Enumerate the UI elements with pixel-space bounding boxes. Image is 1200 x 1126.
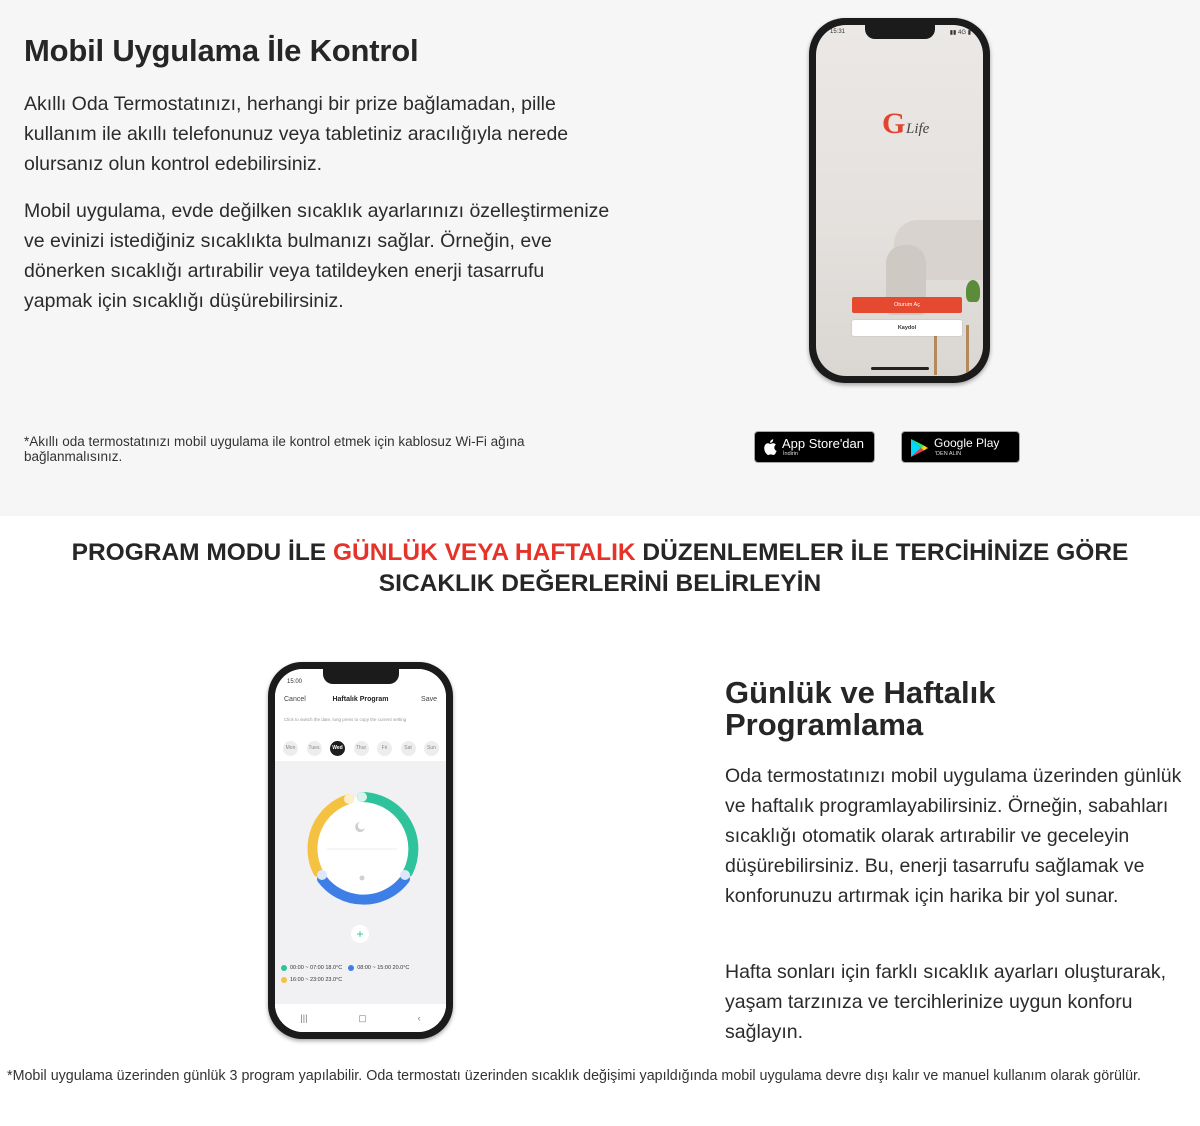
scheduling-paragraph-2: Hafta sonları için farklı sıcaklık ayarları oluşturarak, yaşam tarzınıza ve tercihlerinize uygun konforu sağlayın.: [725, 961, 1167, 1043]
scheduling-title: Günlük ve Haftalık Programlama: [725, 675, 996, 742]
day-mon[interactable]: Mon: [283, 741, 298, 756]
home-icon[interactable]: ▢: [358, 1012, 367, 1023]
legend-item: [281, 977, 342, 983]
recent-apps-icon[interactable]: |||: [300, 1013, 308, 1023]
apple-icon: [763, 439, 777, 455]
dial-handle[interactable]: [357, 792, 367, 802]
google-play-sublabel: 'DEN ALIN: [935, 451, 962, 457]
schedule-hint: Click to switch the date, long press to copy the current setting: [284, 717, 407, 722]
program-footnote: *Mobil uygulama üzerinden günlük 3 program yapılabilir. Oda termostatı üzerinden sıcaklık değişimi yapıldığında mobil uygulama devre dışı kalır ve manuel kullanım olarak görülür.: [7, 1068, 1141, 1084]
status-time: 15:00: [287, 679, 303, 685]
glife-logo-word: Life: [906, 121, 930, 137]
mobile-control-section: [0, 0, 1200, 516]
add-program-button[interactable]: +: [351, 925, 369, 943]
legend-label: 08:00 ~ 15:00 20.0°C: [357, 965, 410, 971]
google-play-icon: [910, 438, 929, 458]
phone-screen-schedule: [275, 669, 446, 1032]
phone-mockup-login: [809, 18, 990, 383]
legend-item: [348, 965, 409, 971]
wifi-footnote: *Akıllı oda termostatınızı mobil uygulama ile kontrol etmek için kablosuz Wi-Fi ağına bağlanmalısınız.: [24, 434, 525, 464]
home-indicator: [871, 367, 929, 370]
dial-handle[interactable]: [344, 794, 354, 804]
mobile-control-title: Mobil Uygulama İle Kontrol: [24, 33, 419, 68]
back-icon[interactable]: ‹: [417, 1013, 421, 1023]
day-wed[interactable]: Wed: [330, 741, 345, 756]
legend-item: [281, 965, 342, 971]
mobile-control-paragraph-1: Akıllı Oda Termostatınızı, herhangi bir prize bağlamadan, pille kullanım ile akıllı telefonunuz veya tabletiniz aracılığıyla nerede olursanız olun kontrol edebilirsiniz.: [24, 93, 569, 175]
cancel-button[interactable]: Cancel: [284, 696, 306, 703]
phone-mockup-schedule: [268, 662, 453, 1039]
glife-logo-letter: G: [882, 107, 906, 140]
dial-handle[interactable]: [400, 870, 410, 880]
status-indicators: ▮▮ 4G ▮: [949, 30, 971, 36]
schedule-title: Haftalık Program: [332, 696, 389, 703]
legend-dot: [348, 965, 354, 971]
program-legend: [281, 965, 446, 989]
login-button[interactable]: Oturum Aç: [852, 297, 962, 313]
app-store-label: App Store'dan: [782, 436, 864, 451]
headline-highlight: GÜNLÜK VEYA HAFTALIK: [332, 539, 636, 566]
sun-icon: [360, 876, 365, 881]
day-thur[interactable]: Thur: [354, 741, 369, 756]
plant-illustration: [966, 280, 980, 302]
app-store-sublabel: İndirin: [783, 451, 798, 457]
legend-label: 16:00 ~ 23:00 23.0°C: [290, 977, 343, 983]
save-button[interactable]: Save: [421, 696, 437, 703]
legend-dot: [281, 977, 287, 983]
phone-notch: [323, 669, 399, 684]
android-nav-bar: [275, 1004, 446, 1032]
phone-screen-login: [816, 25, 983, 376]
register-button[interactable]: Kaydol: [852, 320, 962, 336]
status-time: 15:31: [830, 29, 846, 35]
day-sun[interactable]: Sun: [424, 741, 439, 756]
table-leg: [966, 325, 969, 375]
headline-part-1: PROGRAM MODU İLE: [71, 539, 333, 566]
program-mode-headline: [20, 537, 1180, 599]
schedule-dial[interactable]: [297, 784, 427, 914]
legend-dot: [281, 965, 287, 971]
day-fri[interactable]: Fri: [377, 741, 392, 756]
legend-label: 00:00 ~ 07:00 18.0°C: [290, 965, 343, 971]
google-play-label: Google Play: [934, 436, 1000, 450]
dial-handle[interactable]: [317, 870, 327, 880]
day-selector: [283, 741, 439, 756]
phone-notch: [865, 25, 935, 39]
mobile-control-paragraph-2: Mobil uygulama, evde değilken sıcaklık ayarlarınızı özelleştirmenize ve evinizi istediğiniz sıcaklıkta bulmanızı sağlar. Örneğin, eve dönerken sıcaklığı artırabilir veya tatildeyken enerji tasarrufu yapmak için sıcaklığı düşürebilirsiniz.: [24, 200, 610, 312]
day-tues[interactable]: Tues: [307, 741, 322, 756]
google-play-badge[interactable]: [901, 431, 1020, 463]
day-sat[interactable]: Sat: [401, 741, 416, 756]
app-store-badge[interactable]: [754, 431, 875, 463]
headline-part-2: DÜZENLEMELER İLE TERCİHİNİZE GÖRE SICAKLIK DEĞERLERİNİ BELİRLEYİN: [378, 539, 1129, 597]
scheduling-paragraph-1: Oda termostatınızı mobil uygulama üzerinden günlük ve haftalık programlayabilirsiniz. Örneğin, sabahları sıcaklığı otomatik olarak artırabilir ve geceleyin düşürebilirsiniz. Bu, enerji tasarrufu sağlamak ve konforunuzu artırmak için harika bir yol sunar.: [725, 765, 1182, 907]
